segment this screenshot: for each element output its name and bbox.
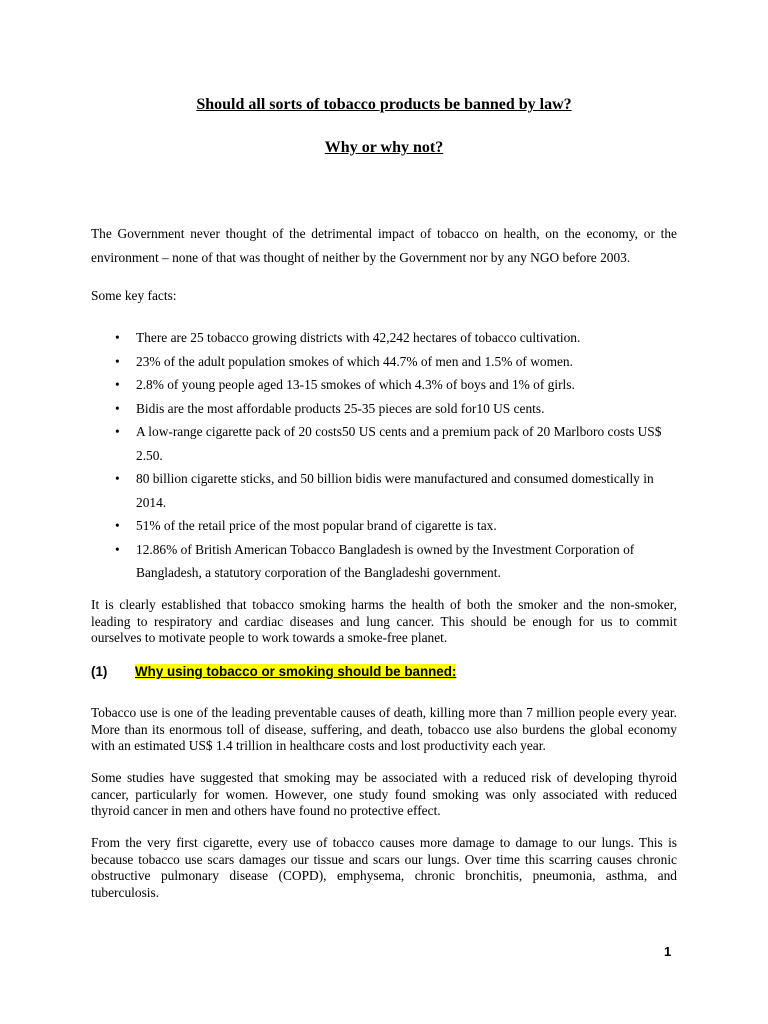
body-paragraph: Some studies have suggested that smoking may be associated with a reduced risk of developing thyroid cancer, particularly for women. However, one study found smoking was only associated with reduced thyroid cancer in men and others have found no protective effect. [91,770,677,818]
key-facts-list [91,326,681,585]
bullet-icon: • [115,541,120,557]
list-item-text: Bidis are the most affordable products 25-35 pieces are sold for10 US cents. [136,400,545,416]
document-title: Should all sorts of tobacco products be banned by law? [196,96,572,113]
list-item [91,326,681,350]
bullet-icon: • [115,471,120,486]
list-item [91,397,681,421]
body-paragraph: Tobacco use is one of the leading preventable causes of death, killing more than 7 million people every year. More than its enormous toll of disease, suffering, and death, tobacco use also burdens the global economy with an estimated US$ 1.4 trillion in healthcare costs and lost productivity each year. [91,705,677,753]
section-heading [91,664,456,679]
list-item-text: 51% of the retail price of the most popular brand of cigarette is tax. [136,518,497,533]
list-item [91,538,681,585]
list-item-text: A low-range cigarette pack of 20 costs50 US cents and a premium pack of 20 Marlboro costs US$ 2.50. [136,424,662,463]
list-item [91,420,681,467]
document-subtitle: Why or why not? [324,139,444,156]
bullet-icon: • [115,353,120,369]
intro-paragraph: The Government never thought of the detrimental impact of tobacco on health, on the economy, or the environment – none of that was thought of neither by the Government nor by any NGO before 2003. [91,226,677,265]
bullet-icon: • [115,400,120,416]
bullet-icon: • [115,518,120,533]
list-item-text: 80 billion cigarette sticks, and 50 billion bidis were manufactured and consumed domestically in 2014. [136,471,654,510]
section-number: (1) [91,664,108,679]
list-item-text: 2.8% of young people aged 13-15 smokes of which 4.3% of boys and 1% of girls. [136,377,575,392]
list-item [91,373,681,397]
list-item [91,514,681,538]
body-paragraph: It is clearly established that tobacco smoking harms the health of both the smoker and the non-smoker, leading to respiratory and cardiac diseases and lung cancer. This should be enough for us to commit ourselves to motivate people to work towards a smoke-free planet. [91,597,677,645]
list-item [91,350,681,374]
key-facts-heading: Some key facts: [91,288,177,303]
list-item-text: 23% of the adult population smokes of which 44.7% of men and 1.5% of women. [136,353,573,369]
page-number: 1 [664,944,672,959]
list-item [91,467,681,514]
body-paragraph: From the very first cigarette, every use of tobacco causes more damage to damage to our lungs. This is because tobacco use scars damages our tissue and scars our lungs. Over time this scarring causes chronic obstructive pulmonary disease (COPD), emphysema, chronic bronchitis, pneumonia, asthma, and tuberculosis. [91,835,677,900]
section-heading-text: Why using tobacco or smoking should be banned: [135,664,457,679]
bullet-icon: • [115,377,120,392]
list-item-text: There are 25 tobacco growing districts with 42,242 hectares of tobacco cultivation. [136,330,581,345]
list-item-text: 12.86% of British American Tobacco Bangladesh is owned by the Investment Corporation of Bangladesh, a statutory corporation of the Bangladeshi government. [136,541,635,580]
bullet-icon: • [115,330,120,345]
bullet-icon: • [115,424,120,439]
